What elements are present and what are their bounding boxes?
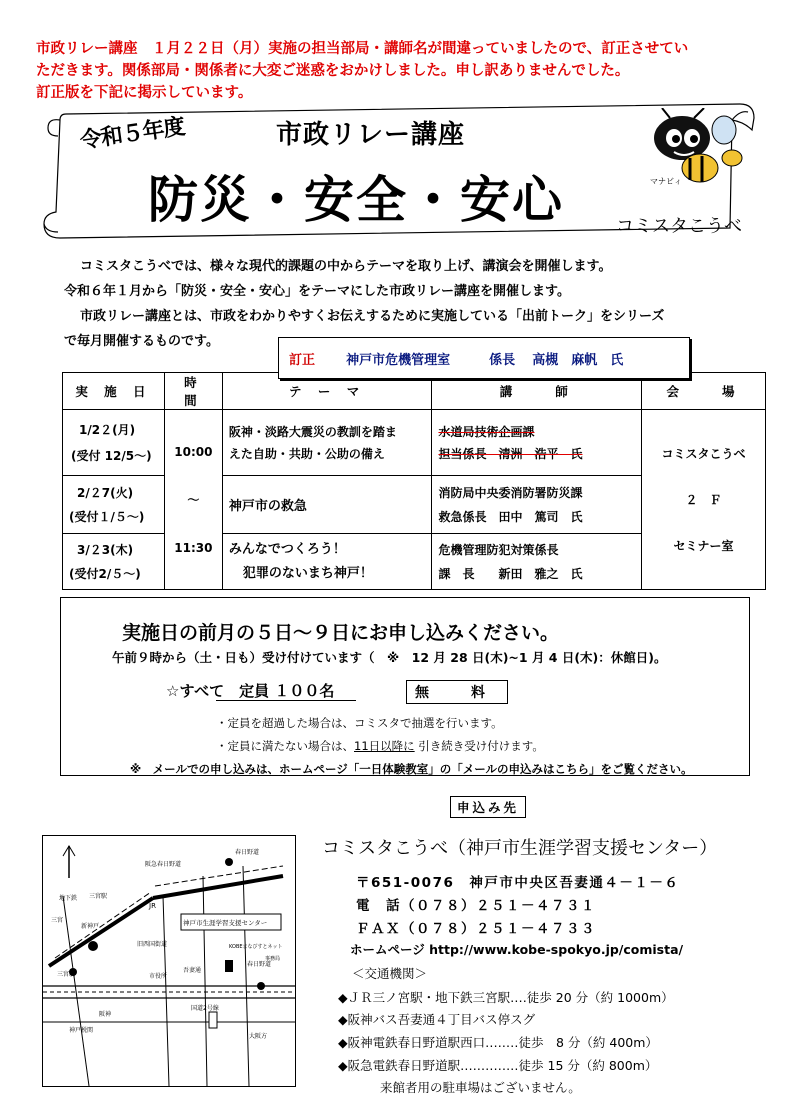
row-lecturer-1: 水道局技術企画課 — [438, 424, 535, 439]
row-theme-1: みんなでつくろう！ — [228, 541, 346, 557]
access-heading: ＜交通機関＞ — [352, 966, 428, 981]
row-theme-2: えた自助・共助・公助の備え — [228, 446, 385, 461]
table-row — [63, 410, 766, 476]
note-continue-c: 引き続き受け付けます。 — [418, 739, 544, 753]
time-start: 10:00 — [174, 444, 213, 459]
row-date: 3/２3(木) — [77, 542, 134, 557]
svg-text:三宮駅: 三宮駅 — [89, 893, 108, 900]
row-theme-2: 犯罪のないまち神戸！ — [242, 565, 373, 581]
row-lecturer-1: 危機管理防犯対策係長 — [438, 542, 559, 557]
application-heading: 実施日の前月の５日～９日にお申し込みください。 — [122, 622, 560, 644]
row-reception: (受付１/５～) — [69, 509, 145, 524]
notice-line-1: 市政リレー講座 １月２２日（月）実施の担当部局・講師名が間違っていましたので、訂正させてい — [36, 41, 689, 57]
apply-to-label: 申込み先 — [450, 796, 526, 818]
venue-line-3: セミナー室 — [673, 538, 734, 553]
intro-line-1: コミスタこうべでは、様々な現代的課題の中からテーマを取り上げ、講演会を開催します。 — [80, 259, 612, 274]
svg-text:三宮駅: 三宮駅 — [57, 971, 76, 978]
svg-text:阪急春日野道: 阪急春日野道 — [145, 861, 182, 868]
header-venue: 会 場 — [642, 373, 766, 410]
correction-notice — [36, 38, 766, 104]
svg-text:三宮: 三宮 — [51, 917, 64, 924]
row-theme-1: 神戸市の救急 — [228, 499, 307, 514]
venue-line-1: コミスタこうべ — [661, 446, 746, 461]
access-item: ◆阪急電鉄春日野道駅‥‥‥‥‥‥‥徒歩 15 分（約 800m） — [338, 1058, 658, 1073]
svg-text:大阪方: 大阪方 — [249, 1033, 268, 1040]
capacity-text: ☆すべて 定員 １００名 — [166, 682, 335, 700]
note-continue-a: ・定員に満たない場合は、 — [216, 739, 354, 753]
intro-line-3: 市政リレー講座とは、市政をわかりやすくお伝えするために実施している「出前トーク」をシリーズ — [80, 309, 665, 324]
row-lecturer-2: 課 長 新田 雅之 氏 — [438, 566, 583, 581]
correction-label: 訂正 — [289, 353, 316, 368]
svg-text:神戸市生涯学習支援センター: 神戸市生涯学習支援センター — [183, 919, 268, 927]
free-badge: 無 料 — [406, 680, 508, 704]
access-item: ◆阪神電鉄春日野道駅西口‥‥‥‥徒歩 8 分（約 400m） — [338, 1035, 658, 1050]
row-reception: (受付 12/5～) — [71, 448, 152, 463]
contact-address: 〒651-0076 神戸市中央区吾妻通４－１－６ — [356, 875, 680, 891]
venue-line-2: ２ Ｆ — [685, 492, 722, 507]
row-lecturer-1: 消防局中央委消防署防災課 — [438, 485, 583, 500]
row-lecturer-2: 救急係長 田中 篤司 氏 — [438, 509, 583, 524]
note-continue-date: 11日以降に — [354, 739, 415, 753]
series-title: 市政リレー講座 — [276, 120, 466, 150]
fiscal-year: 令和５年度 — [78, 114, 187, 154]
svg-text:地下鉄: 地下鉄 — [59, 895, 78, 902]
time-separator: ～ — [187, 492, 200, 507]
svg-text:春日野道: 春日野道 — [247, 961, 272, 968]
contact-org: コミスタこうべ（神戸市生涯学習支援センター） — [322, 838, 718, 859]
contact-homepage-link[interactable]: ホームページ http://www.kobe-spokyo.jp/comista/ — [350, 942, 684, 957]
svg-text:春日野道: 春日野道 — [235, 849, 260, 856]
svg-text:旧西国街道: 旧西国街道 — [137, 941, 168, 948]
row-theme-1: 阪神・淡路大震災の教訓を踏ま — [228, 424, 397, 439]
row-lecturer-2: 担当係長 清洲 浩平 氏 — [438, 446, 583, 461]
svg-text:国道2号線: 国道2号線 — [191, 1005, 219, 1012]
header-theme: テ ー マ — [222, 373, 432, 410]
header-date: 実 施 日 — [63, 373, 165, 410]
intro-line-4: で毎月開催するものです。 — [64, 334, 219, 349]
svg-text:阪神: 阪神 — [99, 1011, 112, 1018]
contact-fax: ＦＡＸ（０７８）２５１－４７３３ — [356, 921, 596, 937]
svg-text:KOBEまなびすとネット: KOBEまなびすとネット — [229, 944, 283, 950]
contact-tel: 電 話（０７８）２５１－４７３１ — [356, 898, 596, 914]
access-item: ◆ＪＲ三ノ宮駅・地下鉄三宮駅‥‥徒歩 20 分（約 1000m） — [338, 990, 674, 1005]
mascot-caption: マナビィ — [650, 177, 682, 186]
note-email: ※ メールでの申し込みは、ホームページ「一日体験教室」の「メールの申込みはこちら」をご覧ください。 — [130, 762, 693, 776]
svg-text:事務局: 事務局 — [265, 956, 281, 962]
time-end: 11:30 — [174, 540, 213, 555]
note-continue — [216, 738, 544, 754]
header-lecturer: 講 師 — [432, 373, 642, 410]
svg-text:市役所: 市役所 — [149, 973, 168, 980]
header-time: 時 間 — [164, 373, 222, 410]
intro-line-2: 令和６年１月から「防災・安全・安心」をテーマにした市政リレー講座を開催します。 — [64, 284, 570, 299]
svg-text:神戸税関: 神戸税関 — [69, 1027, 94, 1034]
svg-text:新神戸: 新神戸 — [81, 923, 100, 930]
row-date: 1/2２(月) — [79, 422, 136, 437]
correction-name: 高槻 麻帆 氏 — [532, 353, 624, 368]
parking-note: 来館者用の駐車場はございません。 — [380, 1080, 581, 1095]
access-item: ◆阪神バス吾妻通４丁目バス停スグ — [338, 1012, 536, 1027]
row-reception: (受付2/５～) — [69, 566, 141, 581]
svg-text:吾妻通: 吾妻通 — [183, 967, 202, 974]
correction-dept: 神戸市危機管理室 — [346, 353, 451, 368]
svg-text:JR: JR — [149, 902, 156, 910]
notice-line-2: ただきます。関係部局・関係者に大変ご迷惑をおかけしました。申し訳ありませんでした。 — [36, 63, 630, 79]
capacity-underline — [216, 700, 356, 701]
note-lottery: ・定員を超過した場合は、コミスタで抽選を行います。 — [216, 716, 503, 730]
row-date: 2/２7(火) — [77, 485, 134, 500]
correction-title: 係長 — [489, 353, 516, 368]
notice-line-3: 訂正版を下記に掲示しています。 — [36, 85, 253, 101]
venue-tag: コミスタこうべ — [616, 216, 742, 237]
access-map — [42, 835, 296, 1087]
application-hours: 午前９時から（土・日も）受け付けています（ ※ 12 月 28 日(木)~1 月 4 日(木)：休館日)。 — [112, 650, 667, 665]
correction-callout — [278, 337, 690, 379]
schedule-table — [62, 372, 766, 590]
main-title: 防災・安全・安心 — [148, 171, 564, 229]
